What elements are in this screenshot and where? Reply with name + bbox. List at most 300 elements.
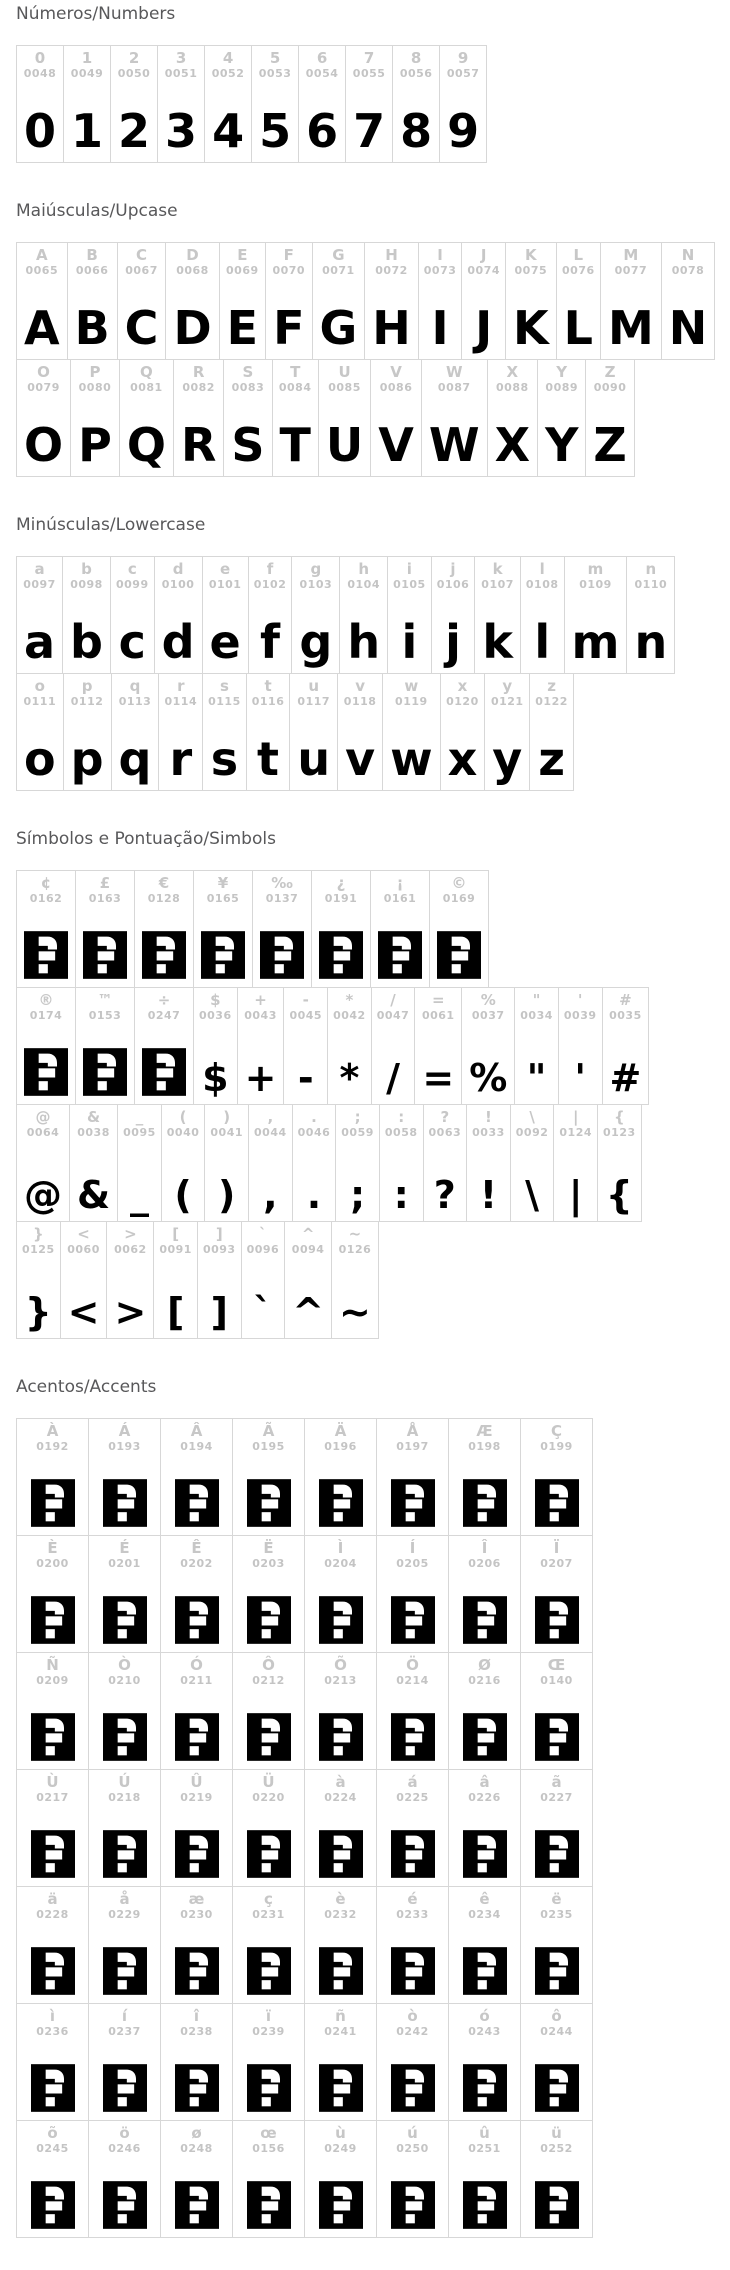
missing-glyph [101, 1922, 149, 1996]
glyph-preview: r [169, 732, 193, 787]
unicode-code: 0037 [471, 1009, 505, 1022]
character-label: Ä [334, 1422, 347, 1440]
section-title-accents: Acentos/Accents [16, 1377, 157, 1397]
character-label: V [390, 363, 402, 381]
glyph-cell-0113 [111, 673, 160, 791]
notdef-glyph-icon [463, 1947, 507, 1995]
glyph-cell-0204 [304, 1535, 377, 1653]
unicode-code: 0095 [123, 1126, 156, 1139]
glyph-cell-0199 [520, 1418, 593, 1536]
character-label: ; [354, 1108, 361, 1126]
glyph-cell-0224 [304, 1769, 377, 1887]
glyph-preview: _ [129, 1172, 149, 1217]
missing-glyph [29, 1922, 77, 1996]
glyph-cell-0095 [117, 1104, 162, 1222]
missing-glyph [389, 2156, 437, 2230]
glyph-cell-0163 [75, 870, 135, 988]
glyph-cell-0070 [265, 242, 312, 360]
character-label: x [457, 677, 468, 695]
unicode-code: 0195 [252, 1440, 285, 1453]
unicode-code: 0113 [118, 695, 152, 708]
notdef-glyph-icon [391, 1947, 435, 1995]
glyph-preview: x [447, 732, 478, 787]
character-label: < [77, 1225, 90, 1243]
missing-glyph [317, 1805, 365, 1879]
unicode-code: 0059 [341, 1126, 374, 1139]
notdef-glyph-icon [319, 1947, 363, 1995]
glyph-cell-0109 [564, 556, 628, 674]
glyph-cell-0072 [364, 242, 419, 360]
unicode-code: 0156 [252, 2142, 285, 2155]
glyph-row [16, 1418, 730, 1536]
character-label: u [308, 677, 320, 695]
unicode-code: 0060 [67, 1243, 100, 1256]
section-lowercase [16, 515, 730, 791]
character-label: Å [406, 1422, 419, 1440]
glyph-cell-0226 [448, 1769, 521, 1887]
glyph-cell-0233 [376, 1886, 449, 2004]
missing-glyph [101, 2039, 149, 2113]
unicode-code: 0238 [180, 2025, 213, 2038]
unicode-code: 0085 [328, 381, 361, 394]
notdef-glyph-icon [319, 2181, 363, 2229]
character-label: + [254, 991, 267, 1009]
glyph-preview: " [526, 1055, 547, 1100]
character-label: G [332, 246, 345, 264]
unicode-code: 0067 [125, 264, 158, 277]
unicode-code: 0104 [347, 578, 380, 591]
character-label: ! [485, 1108, 492, 1126]
character-label: 8 [410, 49, 422, 67]
character-label: Ô [262, 1656, 275, 1674]
glyph-cell-0200 [16, 1535, 89, 1653]
character-label: ¢ [40, 874, 52, 892]
character-label: î [193, 2007, 200, 2025]
missing-glyph [245, 1922, 293, 1996]
glyph-preview: * [339, 1055, 360, 1100]
unicode-code: 0137 [265, 892, 299, 905]
glyph-cell-0230 [160, 1886, 233, 2004]
character-label: œ [260, 2124, 277, 2142]
character-label: å [119, 1890, 130, 1908]
glyph-preview: # [609, 1055, 642, 1100]
character-label: ÷ [157, 991, 171, 1009]
missing-glyph [389, 1922, 437, 1996]
missing-glyph [461, 2156, 509, 2230]
glyph-cell-0047 [371, 987, 416, 1105]
glyph-cell-0165 [193, 870, 253, 988]
glyph-cell-0085 [318, 359, 371, 477]
unicode-code: 0034 [520, 1009, 553, 1022]
glyph-row [16, 2003, 730, 2121]
unicode-code: 0036 [199, 1009, 232, 1022]
glyph-cell-0214 [376, 1652, 449, 1770]
glyph-cell-0225 [376, 1769, 449, 1887]
character-label: ó [479, 2007, 490, 2025]
character-label: Î [481, 1539, 488, 1557]
glyph-cell-0119 [382, 673, 441, 791]
glyph-preview: g [299, 615, 333, 670]
section-title-uppercase: Maiúsculas/Upcase [16, 201, 178, 221]
character-label: õ [47, 2124, 58, 2142]
missing-glyph [101, 1454, 149, 1528]
character-label: È [47, 1539, 58, 1557]
glyph-preview: Z [593, 418, 627, 473]
character-label: Ê [191, 1539, 202, 1557]
unicode-code: 0084 [278, 381, 312, 394]
notdef-glyph-icon [247, 1830, 291, 1878]
glyph-preview: ; [349, 1172, 366, 1217]
glyph-cell-0043 [237, 987, 285, 1105]
character-label: Ë [263, 1539, 274, 1557]
glyph-cell-0038 [69, 1104, 118, 1222]
glyph-sections [16, 4, 730, 2238]
glyph-preview: 7 [353, 104, 386, 159]
unicode-code: 0235 [540, 1908, 573, 1921]
glyph-row [16, 1104, 730, 1222]
glyph-cell-0107 [474, 556, 521, 674]
unicode-code: 0057 [446, 67, 480, 80]
unicode-code: 0112 [70, 695, 104, 708]
notdef-glyph-icon [463, 1596, 507, 1644]
notdef-glyph-icon [437, 931, 481, 979]
character-label: é [407, 1890, 418, 1908]
glyph-cell-0088 [487, 359, 538, 477]
missing-glyph [81, 906, 129, 980]
unicode-code: 0226 [468, 1791, 501, 1804]
character-label: £ [99, 874, 111, 892]
unicode-code: 0234 [468, 1908, 501, 1921]
unicode-code: 0225 [396, 1791, 429, 1804]
unicode-code: 0102 [253, 578, 287, 591]
unicode-code: 0091 [159, 1243, 192, 1256]
glyph-preview: z [538, 732, 565, 787]
notdef-glyph-icon [319, 1713, 363, 1761]
glyph-cell-0192 [16, 1418, 89, 1536]
character-label: Ç [550, 1422, 562, 1440]
notdef-glyph-icon [175, 2064, 219, 2112]
notdef-glyph-icon [391, 1479, 435, 1527]
character-label: ~ [348, 1225, 362, 1243]
character-label: j [450, 560, 456, 578]
glyph-cell-0053 [251, 45, 299, 163]
glyph-preview: F [273, 301, 305, 356]
character-label: I [437, 246, 443, 264]
character-label: \ [529, 1108, 535, 1126]
character-label: @ [35, 1108, 51, 1126]
unicode-code: 0073 [423, 264, 457, 277]
unicode-code: 0081 [130, 381, 163, 394]
unicode-code: 0065 [25, 264, 59, 277]
notdef-glyph-icon [535, 1947, 579, 1995]
notdef-glyph-icon [103, 2181, 147, 2229]
glyph-cell-0057 [439, 45, 487, 163]
unicode-code: 0121 [490, 695, 524, 708]
glyph-cell-0210 [88, 1652, 161, 1770]
unicode-code: 0045 [289, 1009, 323, 1022]
unicode-code: 0056 [399, 67, 433, 80]
unicode-code: 0116 [251, 695, 285, 708]
glyph-cell-0096 [241, 1221, 286, 1339]
glyph-preview: s [210, 732, 239, 787]
unicode-code: 0123 [603, 1126, 636, 1139]
character-label: ? [440, 1108, 450, 1126]
unicode-code: 0124 [559, 1126, 593, 1139]
unicode-code: 0205 [396, 1557, 429, 1570]
character-label: k [492, 560, 503, 578]
character-label: a [34, 560, 45, 578]
glyph-preview: P [78, 418, 112, 473]
glyph-cell-0203 [232, 1535, 305, 1653]
glyph-cell-0100 [154, 556, 203, 674]
character-label: Õ [334, 1656, 347, 1674]
unicode-code: 0236 [36, 2025, 69, 2038]
glyph-preview: 1 [71, 104, 104, 159]
unicode-code: 0118 [343, 695, 377, 708]
glyph-cell-0122 [529, 673, 574, 791]
notdef-glyph-icon [378, 931, 422, 979]
glyph-cell-0115 [202, 673, 247, 791]
glyph-cell-0104 [339, 556, 388, 674]
glyph-preview: p [70, 732, 104, 787]
glyph-cell-0106 [431, 556, 476, 674]
glyph-cell-0234 [448, 1886, 521, 2004]
glyph-preview: q [118, 732, 152, 787]
character-label: d [172, 560, 184, 578]
glyph-preview: ] [210, 1289, 228, 1334]
missing-glyph [140, 906, 188, 980]
glyph-cell-0090 [585, 359, 634, 477]
section-numbers [16, 4, 730, 163]
character-label: N [681, 246, 695, 264]
glyph-row [16, 987, 730, 1105]
unicode-code: 0099 [115, 578, 149, 591]
section-accents [16, 1377, 730, 2238]
unicode-code: 0083 [231, 381, 265, 394]
notdef-glyph-icon [83, 931, 127, 979]
glyph-preview: & [77, 1172, 111, 1217]
glyph-preview: O [24, 418, 64, 473]
unicode-code: 0232 [324, 1908, 357, 1921]
glyph-cell-0093 [197, 1221, 242, 1339]
glyph-preview: j [445, 615, 461, 670]
missing-glyph [317, 1571, 365, 1645]
glyph-preview: [ [166, 1289, 185, 1334]
character-label: ¥ [217, 874, 229, 892]
character-label: Ò [118, 1656, 131, 1674]
notdef-glyph-icon [319, 1479, 363, 1527]
glyph-cell-0108 [520, 556, 565, 674]
notdef-glyph-icon [175, 1596, 219, 1644]
unicode-code: 0122 [535, 695, 568, 708]
glyph-cell-0084 [272, 359, 319, 477]
glyph-cell-0071 [312, 242, 366, 360]
notdef-glyph-icon [319, 2064, 363, 2112]
character-label: ü [551, 2124, 562, 2142]
missing-glyph [173, 2156, 221, 2230]
missing-glyph [101, 1805, 149, 1879]
character-label: q [129, 677, 141, 695]
unicode-code: 0044 [254, 1126, 287, 1139]
unicode-code: 0106 [436, 578, 470, 591]
character-label: i [406, 560, 412, 578]
glyph-cell-0120 [440, 673, 486, 791]
character-label: Z [604, 363, 616, 381]
unicode-code: 0080 [78, 381, 112, 394]
character-label: ö [119, 2124, 130, 2142]
notdef-glyph-icon [31, 1947, 75, 1995]
character-label: | [572, 1108, 579, 1126]
notdef-glyph-icon [175, 1830, 219, 1878]
glyph-preview: o [24, 732, 56, 787]
character-label: B [86, 246, 98, 264]
unicode-code: 0074 [467, 264, 501, 277]
glyph-cell-0056 [392, 45, 440, 163]
character-label: m [587, 560, 604, 578]
unicode-code: 0039 [563, 1009, 597, 1022]
glyph-preview: v [345, 732, 376, 787]
glyph-preview: f [260, 615, 281, 670]
character-label: ¿ [336, 874, 346, 892]
glyph-cell-0040 [161, 1104, 206, 1222]
character-label: } [32, 1225, 44, 1243]
glyph-preview: 3 [165, 104, 198, 159]
character-label: p [81, 677, 93, 695]
glyph-cell-0073 [418, 242, 463, 360]
missing-glyph [245, 1454, 293, 1528]
glyph-cell-0058 [379, 1104, 424, 1222]
unicode-code: 0153 [88, 1009, 122, 1022]
glyph-cell-0156 [232, 2120, 305, 2238]
character-label: ñ [335, 2007, 346, 2025]
glyph-preview: a [24, 615, 56, 670]
glyph-cell-0239 [232, 2003, 305, 2121]
glyph-cell-0116 [246, 673, 291, 791]
glyph-cell-0207 [520, 1535, 593, 1653]
glyph-cell-0101 [202, 556, 249, 674]
glyph-cell-0219 [160, 1769, 233, 1887]
character-label: C [136, 246, 148, 264]
unicode-code: 0114 [164, 695, 198, 708]
character-label: 7 [363, 49, 375, 67]
character-label: Œ [547, 1656, 566, 1674]
glyph-preview: R [180, 418, 217, 473]
character-label: $ [210, 991, 221, 1009]
glyph-cell-0110 [626, 556, 675, 674]
missing-glyph [173, 1571, 221, 1645]
glyph-cell-0114 [158, 673, 203, 791]
unicode-code: 0196 [324, 1440, 357, 1453]
glyph-cell-0098 [62, 556, 111, 674]
missing-glyph [173, 1805, 221, 1879]
character-label: ë [551, 1890, 562, 1908]
character-label: ô [551, 2007, 562, 2025]
notdef-glyph-icon [103, 2064, 147, 2112]
character-label: F [283, 246, 294, 264]
character-label: ) [223, 1108, 231, 1126]
glyph-cell-0078 [661, 242, 716, 360]
glyph-cell-0033 [466, 1104, 511, 1222]
glyph-cell-0244 [520, 2003, 593, 2121]
glyph-cell-0217 [16, 1769, 89, 1887]
notdef-glyph-icon [463, 2181, 507, 2229]
glyph-row [16, 1769, 730, 1887]
missing-glyph [533, 1922, 581, 1996]
glyph-cell-0236 [16, 2003, 89, 2121]
missing-glyph [317, 1688, 365, 1762]
glyph-preview: 0 [24, 104, 57, 159]
glyph-preview: U [325, 418, 364, 473]
character-label: ‰ [271, 874, 293, 892]
glyph-cell-0069 [219, 242, 266, 360]
glyph-cell-0037 [461, 987, 515, 1105]
glyph-preview: l [534, 615, 551, 670]
unicode-code: 0207 [540, 1557, 573, 1570]
glyph-cell-0195 [232, 1418, 305, 1536]
glyph-preview: % [469, 1055, 508, 1100]
missing-glyph [461, 1571, 509, 1645]
unicode-code: 0239 [252, 2025, 285, 2038]
glyph-preview: J [475, 301, 493, 356]
unicode-code: 0033 [472, 1126, 505, 1139]
glyph-cell-0074 [461, 242, 506, 360]
missing-glyph [461, 1454, 509, 1528]
character-label: ù [335, 2124, 346, 2142]
unicode-code: 0213 [324, 1674, 357, 1687]
unicode-code: 0043 [244, 1009, 277, 1022]
glyph-cell-0061 [414, 987, 462, 1105]
character-label: = [431, 991, 445, 1009]
character-label: T [290, 363, 301, 381]
glyph-cell-0121 [484, 673, 530, 791]
glyph-cell-0086 [370, 359, 422, 477]
character-label: ç [264, 1890, 273, 1908]
glyph-cell-0044 [248, 1104, 293, 1222]
character-label: Â [190, 1422, 203, 1440]
unicode-code: 0105 [393, 578, 426, 591]
character-label: . [311, 1108, 317, 1126]
unicode-code: 0245 [36, 2142, 69, 2155]
notdef-glyph-icon [391, 1830, 435, 1878]
glyph-row [16, 1535, 730, 1653]
character-label: g [310, 560, 322, 578]
notdef-glyph-icon [319, 931, 363, 979]
character-label: ø [191, 2124, 202, 2142]
glyph-cell-0099 [110, 556, 155, 674]
glyph-cell-0052 [204, 45, 252, 163]
notdef-glyph-icon [535, 1479, 579, 1527]
glyph-row [16, 2120, 730, 2238]
notdef-glyph-icon [535, 2181, 579, 2229]
character-label: Ú [118, 1773, 131, 1791]
unicode-code: 0090 [593, 381, 627, 394]
unicode-code: 0103 [299, 578, 333, 591]
glyph-preview: 5 [259, 104, 292, 159]
character-label: ' [577, 991, 583, 1009]
glyph-cell-0103 [291, 556, 340, 674]
notdef-glyph-icon [103, 1596, 147, 1644]
glyph-preview: d [161, 615, 195, 670]
glyph-cell-0036 [193, 987, 238, 1105]
notdef-glyph-icon [24, 1048, 68, 1096]
glyph-preview: \ [525, 1172, 540, 1217]
character-label: ï [265, 2007, 272, 2025]
glyph-cell-0039 [558, 987, 603, 1105]
glyph-cell-0064 [16, 1104, 70, 1222]
character-label: © [451, 874, 467, 892]
glyph-row [16, 45, 730, 163]
section-uppercase [16, 201, 730, 477]
